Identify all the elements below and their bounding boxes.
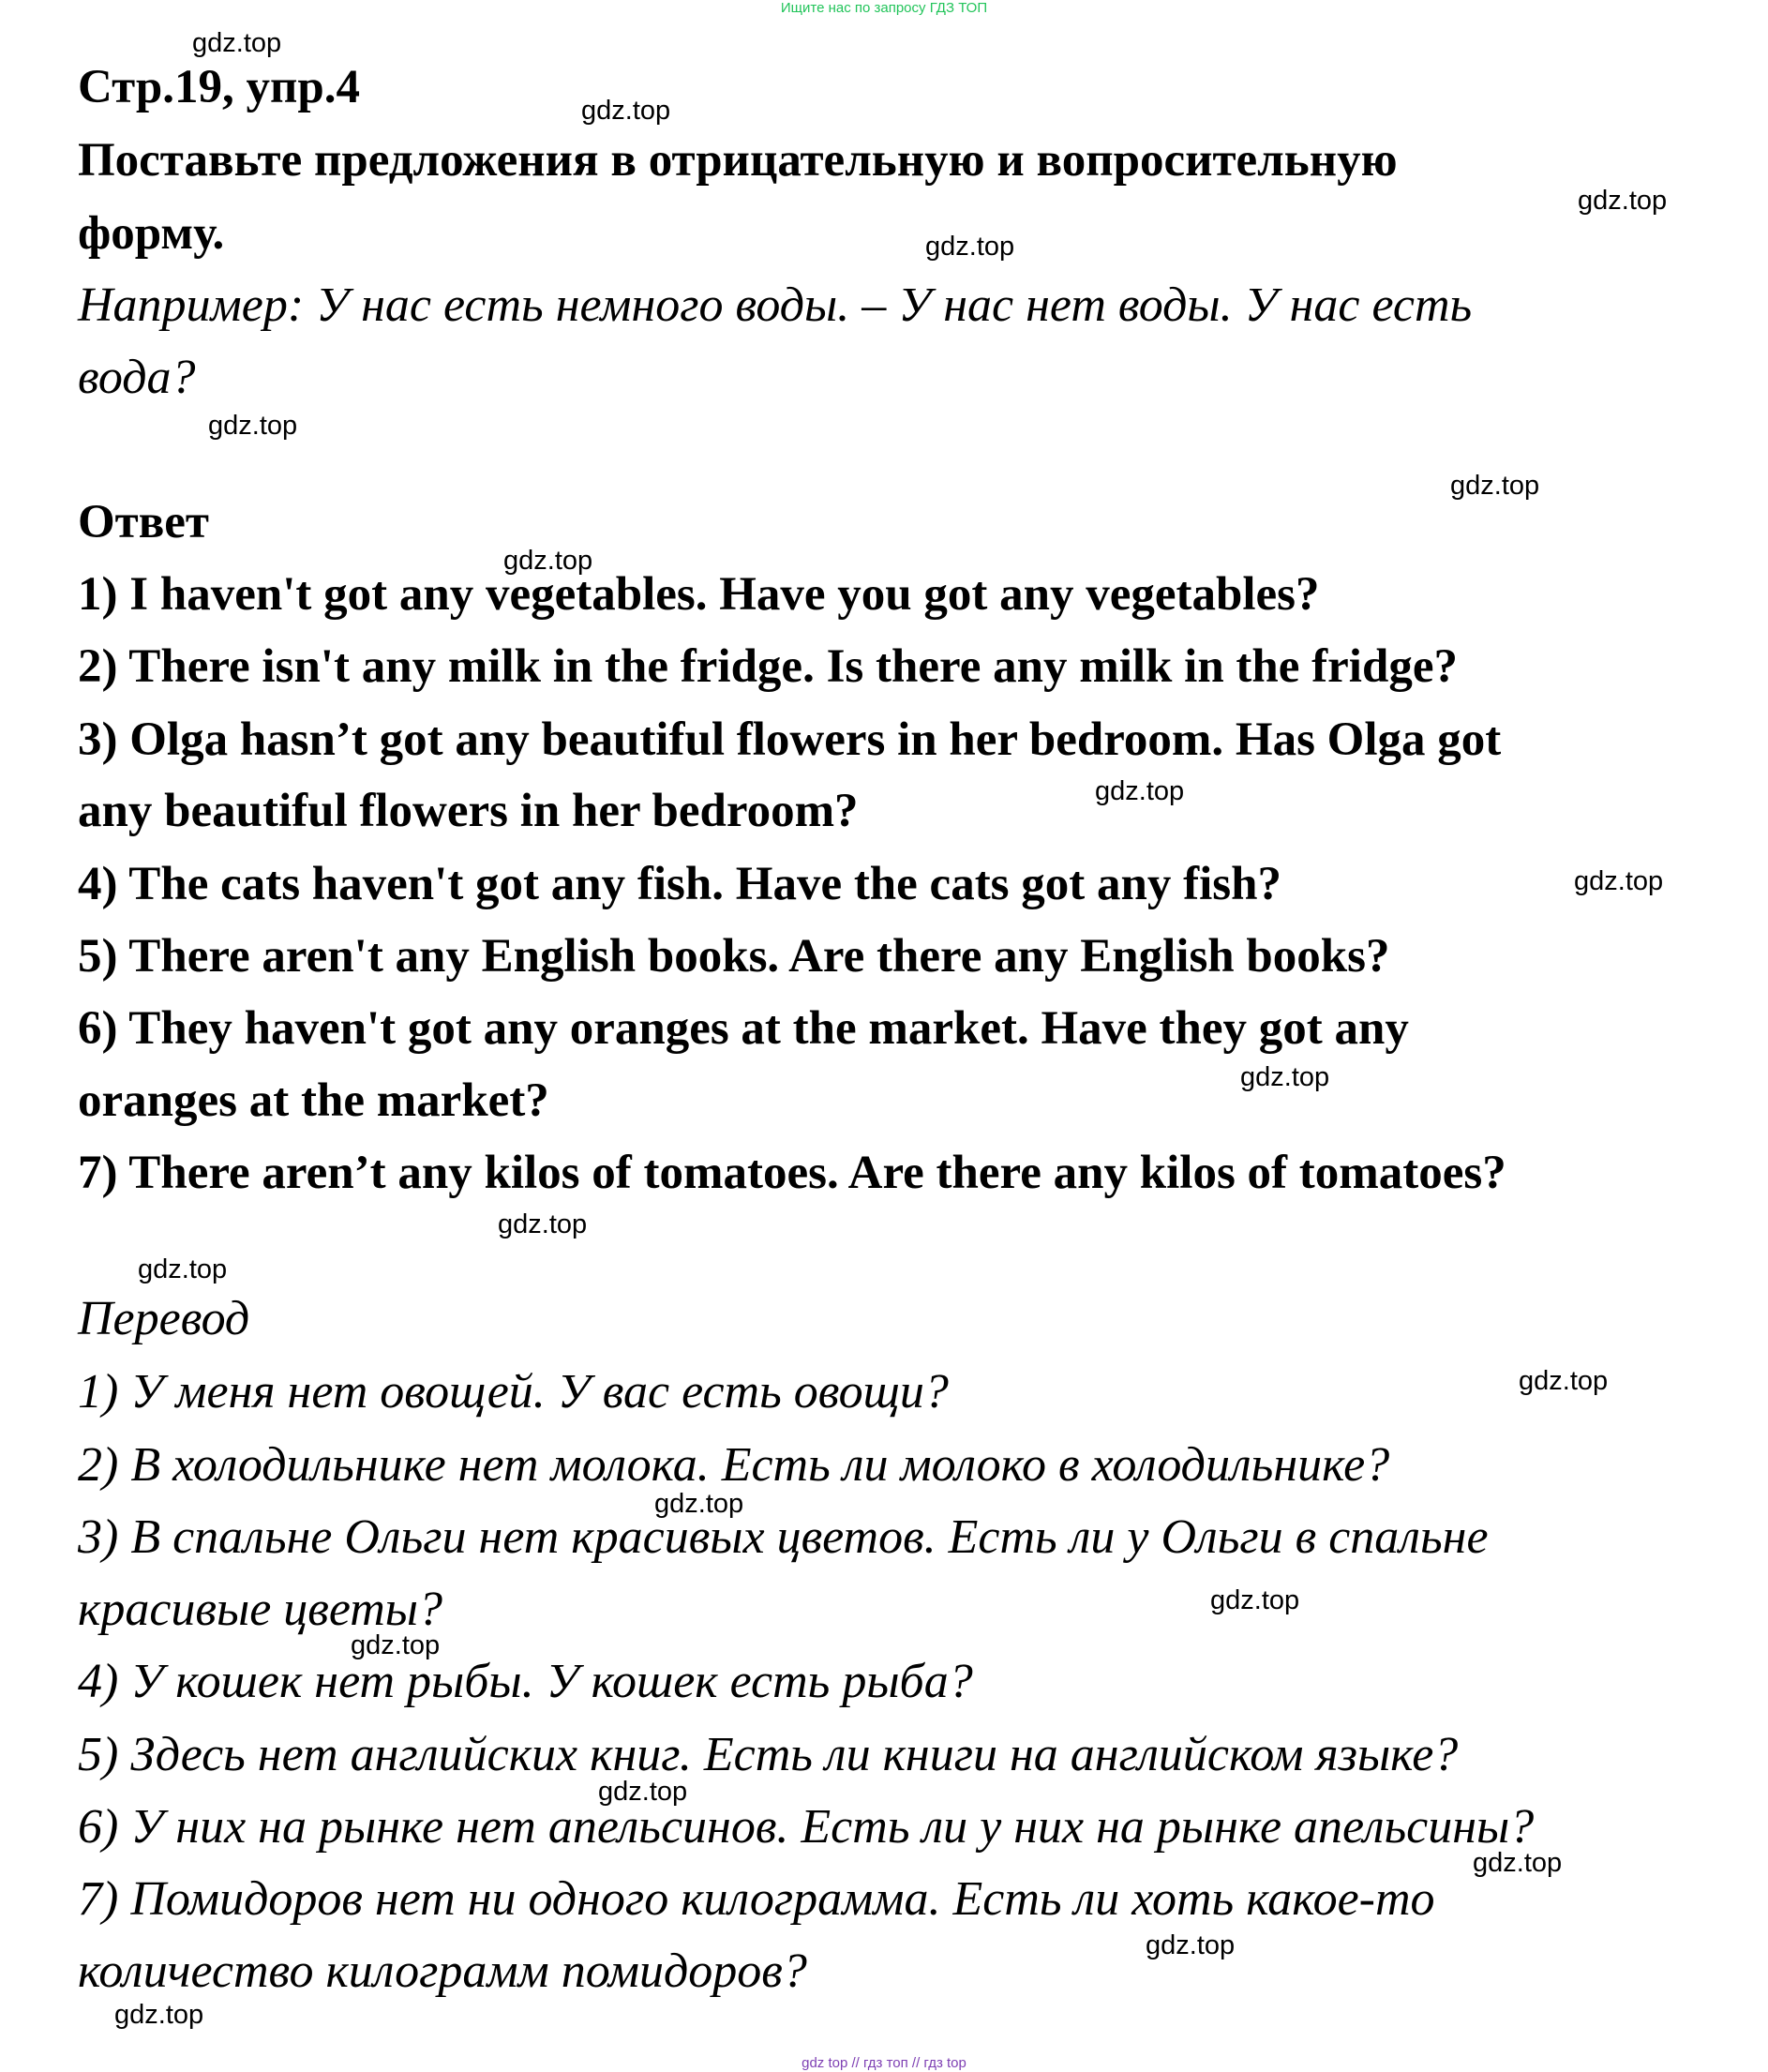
answer-line: oranges at the market? bbox=[78, 1074, 549, 1127]
watermark: gdz.top bbox=[581, 96, 671, 126]
watermark: gdz.top bbox=[208, 411, 298, 441]
bottom-banner: gdz top // гдз топ // гдз top bbox=[802, 2055, 966, 2071]
watermark: gdz.top bbox=[1450, 471, 1540, 501]
top-banner: Ищите нас по запросу ГДЗ ТОП bbox=[780, 0, 988, 16]
translation-line: количество килограмм помидоров? bbox=[78, 1944, 807, 1998]
watermark: gdz.top bbox=[1519, 1366, 1609, 1396]
watermark: gdz.top bbox=[925, 232, 1015, 262]
translation-line: 6) У них на рынке нет апельсинов. Есть ли у них на рынке апельсины? bbox=[78, 1800, 1535, 1854]
answer-line: 1) I haven't got any vegetables. Have you got any vegetables? bbox=[78, 568, 1320, 621]
answer-heading: Ответ bbox=[78, 496, 209, 548]
watermark: gdz.top bbox=[1095, 776, 1185, 806]
translation-line: 7) Помидоров нет ни одного килограмма. Есть ли хоть какое-то bbox=[78, 1872, 1435, 1926]
watermark: gdz.top bbox=[1578, 186, 1668, 216]
translation-line: 3) В спальне Ольги нет красивых цветов. Есть ли у Ольги в спальне bbox=[78, 1510, 1489, 1564]
watermark: gdz.top bbox=[1146, 1930, 1236, 1960]
translation-heading: Перевод bbox=[78, 1292, 250, 1345]
answer-line: 4) The cats haven't got any fish. Have the cats got any fish? bbox=[78, 858, 1281, 910]
task-line-2: форму. bbox=[78, 207, 225, 260]
answer-line: 3) Olga hasn’t got any beautiful flowers in her bedroom. Has Olga got bbox=[78, 713, 1502, 766]
watermark: gdz.top bbox=[498, 1209, 588, 1239]
translation-line: красивые цветы? bbox=[78, 1583, 443, 1636]
answer-line: 5) There aren't any English books. Are there any English books? bbox=[78, 930, 1390, 983]
example-line-1: Например: У нас есть немного воды. – У нас нет воды. У нас есть bbox=[78, 278, 1473, 332]
watermark: gdz.top bbox=[1574, 866, 1664, 896]
watermark: gdz.top bbox=[1210, 1585, 1300, 1615]
watermark: gdz.top bbox=[503, 546, 593, 576]
answer-line: any beautiful flowers in her bedroom? bbox=[78, 785, 859, 837]
watermark: gdz.top bbox=[654, 1489, 744, 1519]
watermark: gdz.top bbox=[598, 1777, 688, 1807]
example-line-2: вода? bbox=[78, 351, 196, 404]
task-line-1: Поставьте предложения в отрицательную и вопросительную bbox=[78, 134, 1398, 187]
answer-line: 2) There isn't any milk in the fridge. Is there any milk in the fridge? bbox=[78, 640, 1458, 693]
watermark: gdz.top bbox=[114, 2000, 204, 2030]
watermark: gdz.top bbox=[192, 28, 282, 58]
watermark: gdz.top bbox=[138, 1254, 228, 1284]
watermark: gdz.top bbox=[1473, 1848, 1563, 1878]
translation-line: 4) У кошек нет рыбы. У кошек есть рыба? bbox=[78, 1655, 973, 1708]
translation-line: 1) У меня нет овощей. У вас есть овощи? bbox=[78, 1365, 949, 1419]
watermark: gdz.top bbox=[1240, 1062, 1330, 1092]
watermark: gdz.top bbox=[351, 1630, 441, 1660]
page-title: Стр.19, упр.4 bbox=[78, 61, 360, 113]
answer-line: 7) There aren’t any kilos of tomatoes. Are there any kilos of tomatoes? bbox=[78, 1147, 1506, 1199]
answer-line: 6) They haven't got any oranges at the market. Have they got any bbox=[78, 1002, 1409, 1055]
translation-line: 5) Здесь нет английских книг. Есть ли книги на английском языке? bbox=[78, 1728, 1459, 1781]
translation-line: 2) В холодильнике нет молока. Есть ли молоко в холодильнике? bbox=[78, 1438, 1390, 1492]
